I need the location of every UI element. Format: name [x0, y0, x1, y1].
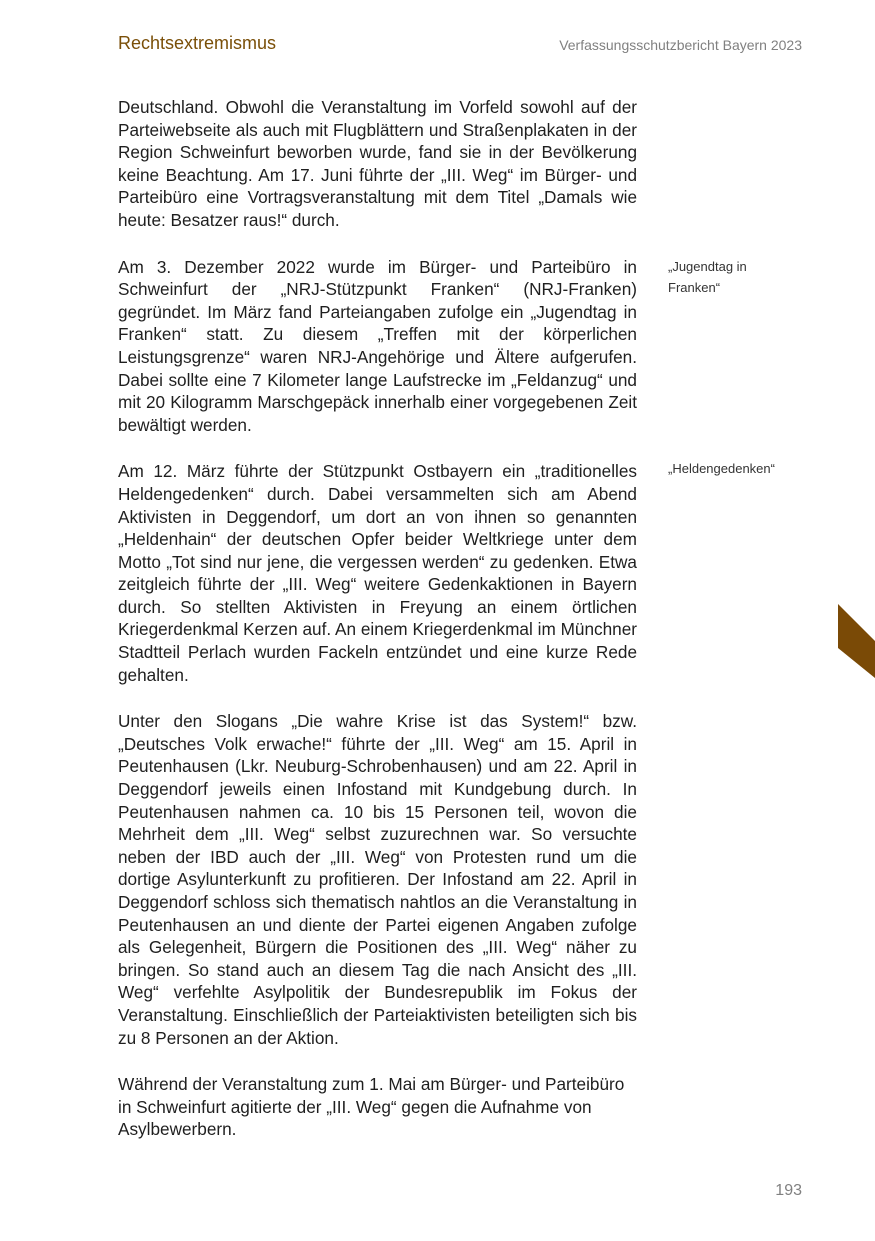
chapter-tab-marker	[838, 604, 875, 678]
section-title: Rechtsextremismus	[118, 33, 277, 53]
document-title: Verfassungsschutzbericht Bayern 2023	[559, 37, 802, 53]
paragraph: Deutschland. Obwohl die Veranstaltung im Vorfeld sowohl auf der Parteiwebseite als auch mit Flugblättern und Straßenplakaten in der Region Schweinfurt beworben wurde, fand sie in der Bevölkerung keine Beachtung. Am 17. Juni führte der „III. Weg“ im Bürger- und Parteibüro eine Vortragsveranstaltung mit dem Titel „Damals wie heute: Besatzer raus!“ durch.	[118, 97, 637, 230]
margin-note-jugendtag: „Jugendtag in Franken“	[668, 259, 747, 295]
paragraph: Am 12. März führte der Stützpunkt Ostbayern ein „traditionelles Heldengedenken“ durch. Dabei versammelten sich am Abend Aktivisten in Deggendorf, um dort an von ihnen so genannten „Heldenhain“ der deutschen Opfer beider Weltkriege unter dem Motto „Tot sind nur jene, die vergessen werden“ zu gedenken. Etwa zeitgleich führte der „III. Weg“ weitere Gedenkaktionen in Bayern durch. So stellten Aktivisten in Freyung an einem örtlichen Kriegerdenkmal Kerzen auf. An einem Kriegerdenkmal im Münchner Stadtteil Perlach wurden Fackeln entzündet und eine kurze Rede gehalten.	[118, 461, 637, 685]
paragraph: Am 3. Dezember 2022 wurde im Bürger- und Parteibüro in Schweinfurt der „NRJ-Stützpunkt Franken“ (NRJ-Franken) gegründet. Im März fand Parteiangaben zufolge ein „Jugendtag in Franken“ statt. Zu diesem „Treffen mit der körperlichen Leistungsgrenze“ waren NRJ-Angehörige und Ältere aufgerufen. Dabei sollte eine 7 Kilometer lange Laufstrecke im „Feldanzug“ und mit 20 Kilogramm Marschgepäck innerhalb einer vorgegebenen Zeit bewältigt werden.	[118, 256, 637, 435]
margin-note-heldengedenken: „Heldengedenken“	[668, 461, 775, 476]
main-text-column	[118, 96, 637, 1165]
page-number: 193	[775, 1182, 802, 1199]
paragraph: Während der Veranstaltung zum 1. Mai am Bürger- und Parteibüro in Schweinfurt agitierte der „III. Weg“ gegen die Aufnahme von Asylbewerbern.	[118, 1074, 625, 1140]
paragraph: Unter den Slogans „Die wahre Krise ist das System!“ bzw. „Deutsches Volk erwache!“ führte der „III. Weg“ am 15. April in Peutenhausen (Lkr. Neuburg-Schrobenhausen) und am 22. April in Deggendorf jeweils einen Infostand mit Kundgebung durch. In Peutenhausen nahmen ca. 10 bis 15 Personen teil, wovon die Mehrheit dem „III. Weg“ selbst zuzurechnen war. So versuchte neben der IBD auch der „III. Weg“ von Protesten rund um die dortige Asylunterkunft zu profitieren. Der Infostand am 22. April in Deggendorf schloss sich thematisch nahtlos an die Veranstaltung in Peutenhausen an und diente der Partei eigenen Angaben zufolge als Gelegenheit, Bürgern die Positionen des „III. Weg“ näher zu bringen. So stand auch an diesem Tag die nach Ansicht des „III. Weg“ verfehlte Asylpolitik der Bundesrepublik im Fokus der Veranstaltung. Einschließlich der Parteiaktivisten beteiligten sich bis zu 8 Personen an der Aktion.	[118, 711, 637, 1048]
